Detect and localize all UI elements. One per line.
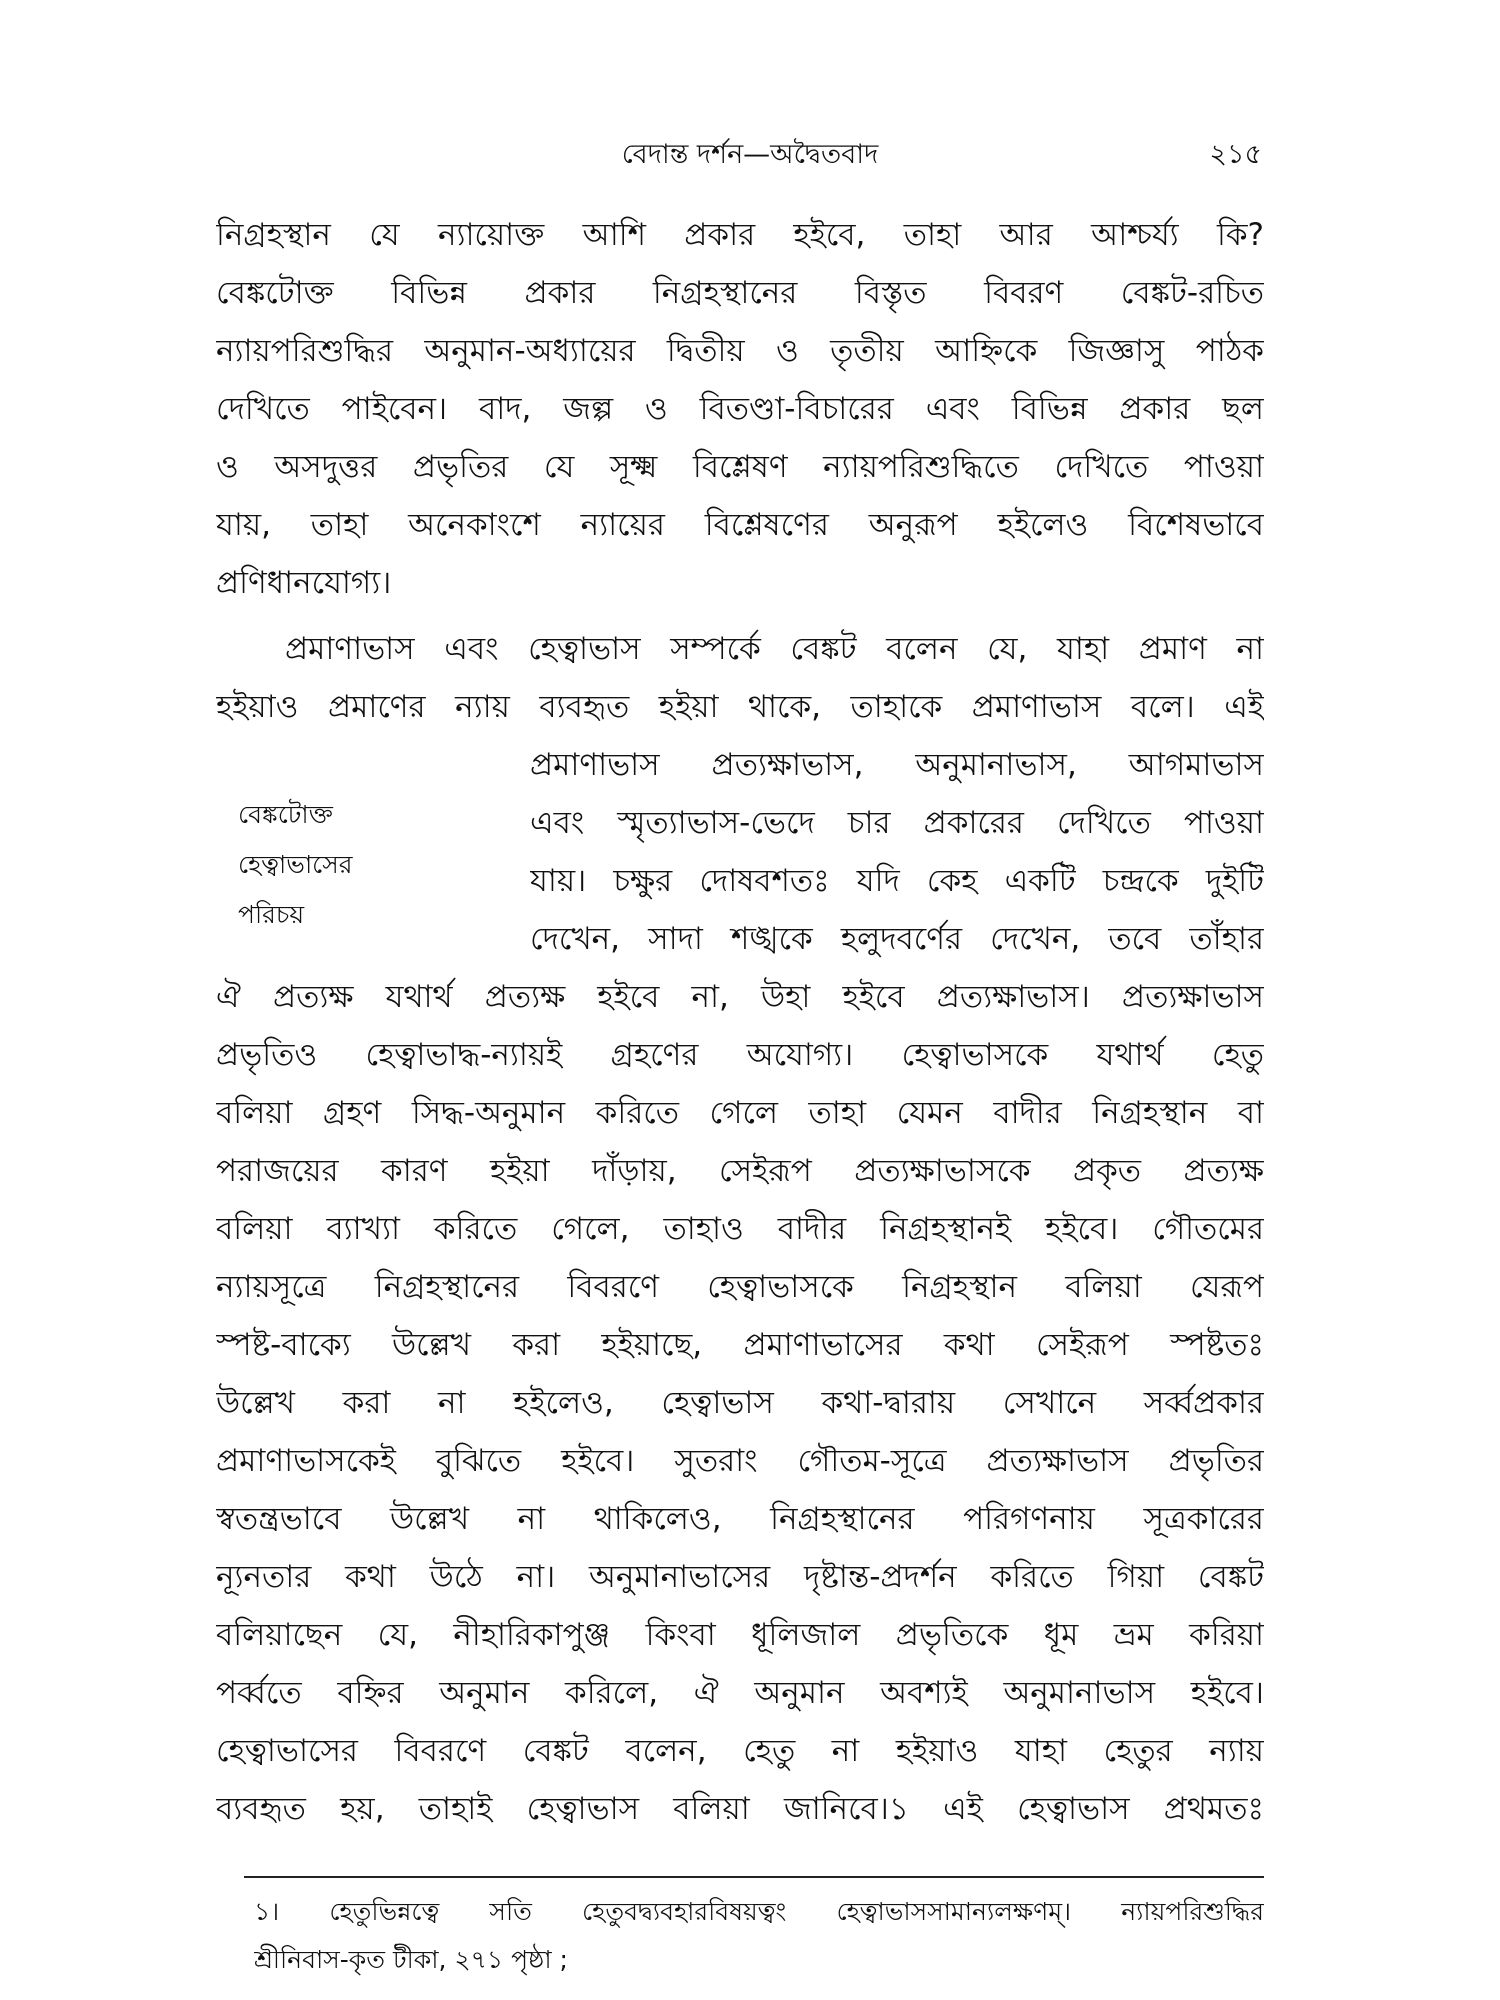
margin-note-line: বেঙ্কটোক্ত [238,800,333,829]
text-line: প্রভৃতিও হেত্বাভাদ্ধ-ন্যায়ই গ্রহণের অযোগ্য। হেত্বাভাসকে যথার্থ হেতু [216,1037,1264,1073]
text-line: প্রমাণাভাস প্রত্যক্ষাভাস, অনুমানাভাস, আগমাভাস [530,747,1264,783]
text-line: নিগ্রহস্থান যে ন্যায়োক্ত আশি প্রকার হইবে, তাহা আর আশ্চর্য্য কি? [216,217,1264,253]
footnote-line: ১। হেতুভিন্নত্বে সতি হেতুবদ্ব্যবহারবিষয়ত্বং হেত্বাভাসসামান্যলক্ষণম্। ন্যায়পরিশুদ্ধির [254,1897,1264,1926]
page-number: ২১৫ [1209,139,1262,170]
text-line: স্পষ্ট-বাক্যে উল্লেখ করা হইয়াছে, প্রমাণাভাসের কথা সেইরূপ স্পষ্টতঃ [216,1327,1264,1363]
text-line: হইয়াও প্রমাণের ন্যায় ব্যবহৃত হইয়া থাকে, তাহাকে প্রমাণাভাস বলে। এই [216,689,1264,725]
text-line: বলিয়া গ্রহণ সিদ্ধ-অনুমান করিতে গেলে তাহা যেমন বাদীর নিগ্রহস্থান বা [216,1095,1264,1131]
text-line: দেখেন, সাদা শঙ্খকে হলুদবর্ণের দেখেন, তবে তাঁহার [530,921,1264,957]
text-line: ন্যায়সূত্রে নিগ্রহস্থানের বিবরণে হেত্বাভাসকে নিগ্রহস্থান বলিয়া যেরূপ [216,1269,1264,1305]
text-line: উল্লেখ করা না হইলেও, হেত্বাভাস কথা-দ্বারায় সেখানে সর্ব্বপ্রকার [216,1385,1264,1421]
text-line: হেত্বাভাসের বিবরণে বেঙ্কট বলেন, হেতু না হইয়াও যাহা হেতুর ন্যায় [216,1733,1264,1769]
margin-note-line: পরিচয় [238,900,305,929]
text-line: ব্যবহৃত হয়, তাহাই হেত্বাভাস বলিয়া জানিবে।১ এই হেত্বাভাস প্রথমতঃ [216,1791,1264,1827]
text-line: বলিয়াছেন যে, নীহারিকাপুঞ্জ কিংবা ধূলিজাল প্রভৃতিকে ধূম ভ্রম করিয়া [216,1617,1264,1653]
text-line: প্রমাণাভাস এবং হেত্বাভাস সম্পর্কে বেঙ্কট বলেন যে, যাহা প্রমাণ না [285,631,1264,667]
footnote-line: শ্রীনিবাস-কৃত টীকা, ২৭১ পৃষ্ঠা ; [254,1945,568,1974]
text-line: যায়, তাহা অনেকাংশে ন্যায়ের বিশ্লেষণের অনুরূপ হইলেও বিশেষভাবে [216,507,1264,543]
text-line: এবং স্মৃত্যাভাস-ভেদে চার প্রকারের দেখিতে পাওয়া [530,805,1264,841]
text-line: বলিয়া ব্যাখ্যা করিতে গেলে, তাহাও বাদীর নিগ্রহস্থানই হইবে। গৌতমের [216,1211,1264,1247]
text-line: দেখিতে পাইবেন। বাদ, জল্প ও বিতণ্ডা-বিচারের এবং বিভিন্ন প্রকার ছল [216,391,1264,427]
text-line: ঐ প্রত্যক্ষ যথার্থ প্রত্যক্ষ হইবে না, উহা হইবে প্রত্যক্ষাভাস। প্রত্যক্ষাভাস [216,979,1264,1015]
text-line: ন্যায়পরিশুদ্ধির অনুমান-অধ্যায়ের দ্বিতীয় ও তৃতীয় আহ্নিকে জিজ্ঞাসু পাঠক [216,333,1264,369]
text-line: প্রমাণাভাসকেই বুঝিতে হইবে। সুতরাং গৌতম-সূত্রে প্রত্যক্ষাভাস প্রভৃতির [216,1443,1264,1479]
text-line: বেঙ্কটোক্ত বিভিন্ন প্রকার নিগ্রহস্থানের বিস্তৃত বিবরণ বেঙ্কট-রচিত [216,275,1264,311]
running-header [0,130,1500,180]
margin-note-line: হেত্বাভাসের [238,850,353,879]
text-line: প্রণিধানযোগ্য। [216,565,392,601]
text-line: স্বতন্ত্রভাবে উল্লেখ না থাকিলেও, নিগ্রহস্থানের পরিগণনায় সূত্রকারের [216,1501,1264,1537]
text-line: ও অসদুত্তর প্রভৃতির যে সূক্ষ্ম বিশ্লেষণ ন্যায়পরিশুদ্ধিতে দেখিতে পাওয়া [216,449,1264,485]
running-title: বেদান্ত দর্শন—অদ্বৈতবাদ [621,139,879,170]
text-line: পরাজয়ের কারণ হইয়া দাঁড়ায়, সেইরূপ প্রত্যক্ষাভাসকে প্রকৃত প্রত্যক্ষ [216,1153,1264,1189]
text-line: পর্ব্বতে বহ্নির অনুমান করিলে, ঐ অনুমান অবশ্যই অনুমানাভাস হইবে। [216,1675,1264,1711]
text-line: যায়। চক্ষুর দোষবশতঃ যদি কেহ একটি চন্দ্রকে দুইটি [530,863,1264,899]
margin-note [238,790,478,940]
footnote-rule [244,1876,1264,1878]
text-line: ন্যূনতার কথা উঠে না। অনুমানাভাসের দৃষ্টান্ত-প্রদর্শন করিতে গিয়া বেঙ্কট [216,1559,1264,1595]
